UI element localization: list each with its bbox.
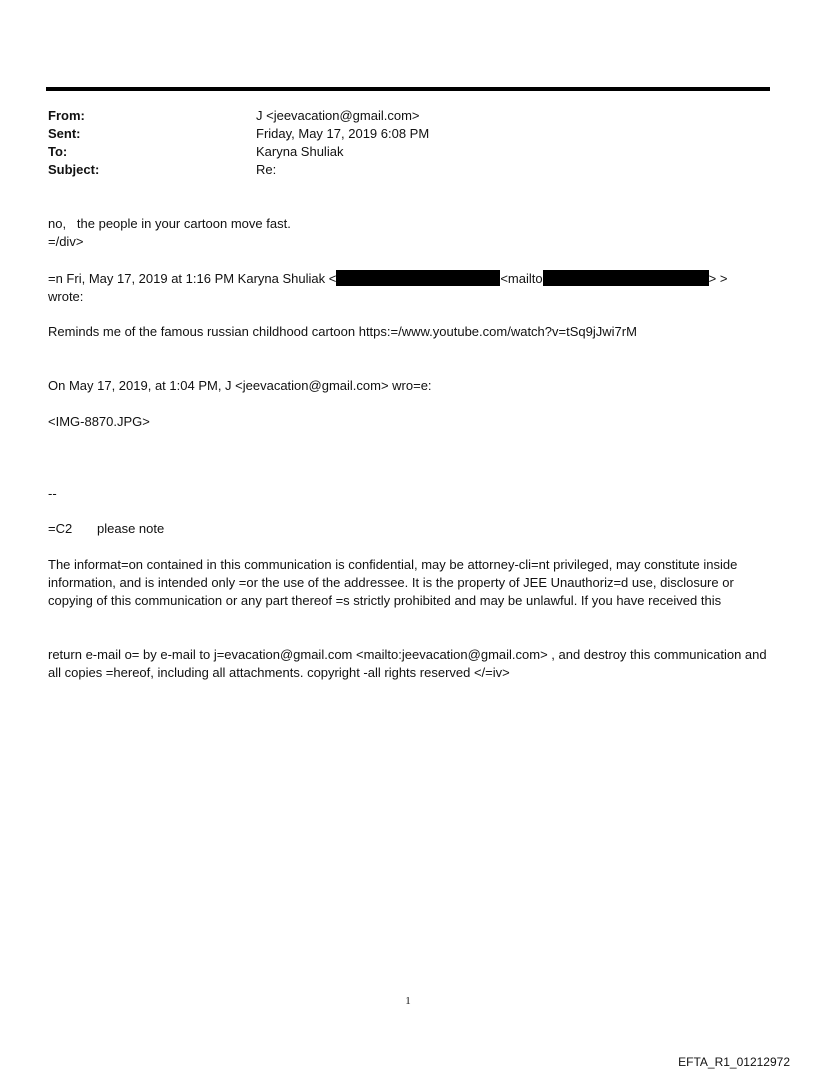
from-label: From: xyxy=(48,108,85,123)
attachment-line xyxy=(48,413,768,431)
disclaimer-paragraph xyxy=(48,556,768,610)
quote-intro xyxy=(48,270,768,306)
on-may-line: On May 17, 2019, at 1:04 PM, J <jeevacation@gmail.com> wro=e: xyxy=(48,378,432,393)
reply-line-1: no, the people in your cartoon move fast. xyxy=(48,216,291,231)
email-header xyxy=(48,107,748,179)
reply-text xyxy=(48,215,768,251)
attachment-name: <IMG-8870.JPG> xyxy=(48,414,150,429)
quote-intro-line xyxy=(48,270,768,288)
sig-dashes: -- xyxy=(48,486,57,501)
note-code: =C2 xyxy=(48,521,73,536)
subject-row xyxy=(48,161,748,179)
mailto-text: <mailto xyxy=(500,271,543,286)
reminds-line: Reminds me of the famous russian childhood cartoon https:=/www.youtube.com/watch?v=tSq9jJwi7rM xyxy=(48,324,637,339)
sent-label: Sent: xyxy=(48,126,81,141)
subject-value: Re: xyxy=(256,162,277,177)
from-value: J <jeevacation@gmail.com> xyxy=(256,108,420,123)
return-paragraph xyxy=(48,646,771,682)
signature-separator xyxy=(48,485,768,503)
return-text: return e-mail o= by e-mail to j=evacation@gmail.com <mailto:jeevacation@gmail.com> , and destroy this communication and all copies =hereof, including all attachments. copyright -all rights reserved </=iv> xyxy=(48,647,771,680)
to-label: To: xyxy=(48,144,68,159)
subject-label: Subject: xyxy=(48,162,100,177)
redaction-box xyxy=(543,270,709,286)
page-number: 1 xyxy=(405,995,411,1007)
note-row xyxy=(48,520,768,538)
to-row xyxy=(48,143,748,161)
reminds-paragraph xyxy=(48,323,768,341)
note-line xyxy=(48,520,768,538)
sent-row xyxy=(48,125,748,143)
disclaimer-text: The informat=on contained in this communication is confidential, may be attorney-cli=nt privileged, may constitute inside information, and is intended only =or the use of the addressee. It is the property of JEE Unauthoriz=d use, disclosure or copying of this communication or any part thereof =s strictly prohibited and may be unlawful. If you have received this xyxy=(48,557,741,608)
quote-intro-wrote: wrote: xyxy=(48,289,84,304)
reply-line-2: =/div> xyxy=(48,234,84,249)
header-rule xyxy=(46,87,770,91)
to-value: Karyna Shuliak xyxy=(256,144,344,159)
sent-value: Friday, May 17, 2019 6:08 PM xyxy=(256,126,430,141)
quote-intro-end: > > xyxy=(708,271,728,286)
redaction-box xyxy=(336,270,500,286)
from-row xyxy=(48,107,748,125)
note-text: please note xyxy=(97,521,165,536)
quote-intro-start: =n Fri, May 17, 2019 at 1:16 PM Karyna Shuliak < xyxy=(48,271,337,286)
earlier-message-header xyxy=(48,377,768,395)
document-id: EFTA_R1_01212972 xyxy=(678,1055,790,1069)
